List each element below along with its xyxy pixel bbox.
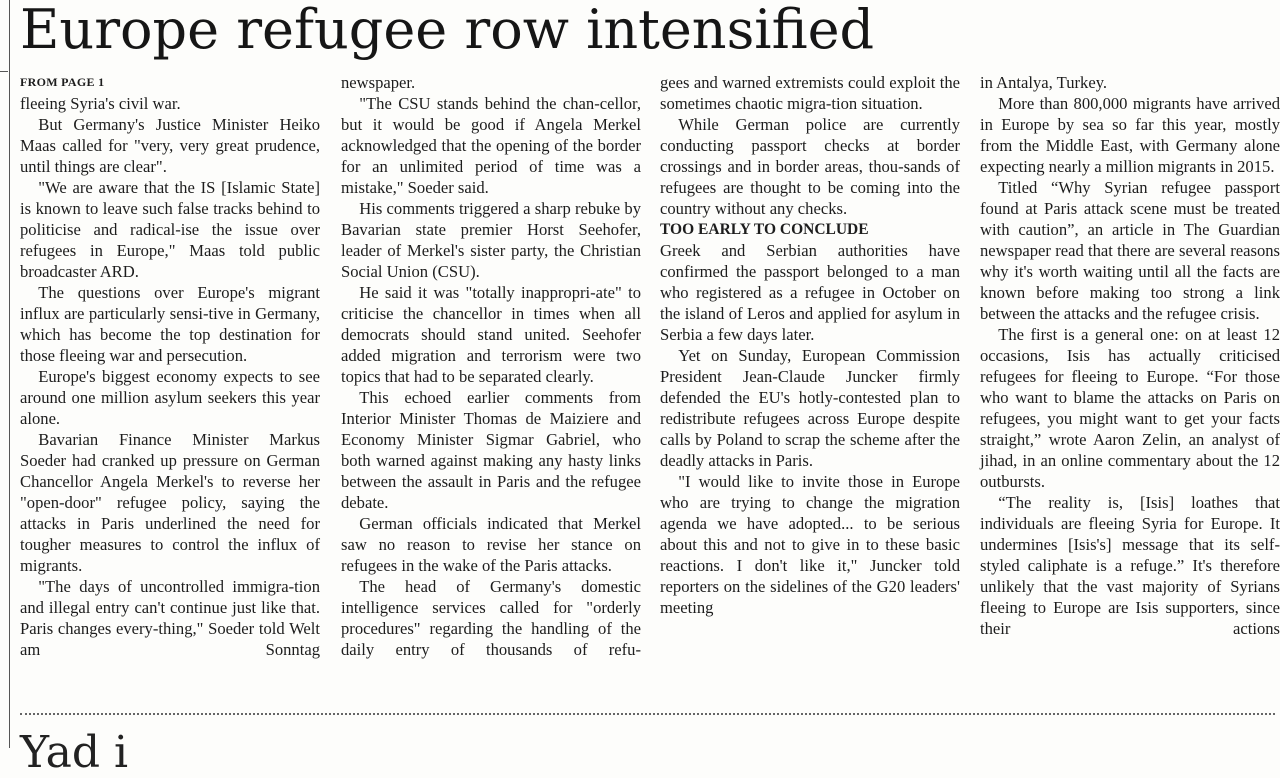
paragraph: "I would like to invite those in Europe who are trying to change the migration agenda we have adopted... to be serious about this and not to give in to these basic reactions. I don't like it," Juncker told reporters on the sidelines of the G20 leaders' meeting (660, 472, 960, 617)
paragraph: Greek and Serbian authorities have confirmed the passport belonged to a man who registered as a refugee in October on the island of Leros and applied for asylum in Serbia a few days later. (660, 241, 960, 344)
paragraph: newspaper. (341, 73, 416, 92)
paragraph: "The days of uncontrolled immigra-tion and illegal entry can't continue just like that. Paris changes every-thing," Soeder told Welt am Sonntag (20, 577, 320, 659)
column-4 (980, 72, 1280, 639)
margin-tick (0, 71, 8, 72)
paragraph: Bavarian Finance Minister Markus Soeder had cranked up pressure on German Chancellor Angela Merkel's to reverse her "open-door" refugee policy, saying the attacks in Paris underlined the need for tougher measures to control the influx of migrants. (20, 430, 320, 575)
column-2 (341, 72, 641, 660)
subhead: TOO EARLY TO CONCLUDE (660, 221, 869, 238)
next-article-headline: Yad i (20, 727, 129, 778)
paragraph: The questions over Europe's migrant influx are particularly sensi-tive in Germany, which has become the top destination for those fleeing war and persecution. (20, 283, 320, 365)
paragraph: The head of Germany's domestic intelligence services called for "orderly procedures" regarding the handling of the daily entry of thousands of refu- (341, 577, 641, 659)
paragraph: German officials indicated that Merkel saw no reason to revise her stance on refugees in the wake of the Paris attacks. (341, 514, 641, 575)
paragraph: fleeing Syria's civil war. (20, 94, 181, 113)
paragraph: His comments triggered a sharp rebuke by Bavarian state premier Horst Seehofer, leader of Merkel's sister party, the Christian Social Union (CSU). (341, 199, 641, 281)
paragraph: gees and warned extremists could exploit the sometimes chaotic migra-tion situation. (660, 73, 960, 113)
paragraph: But Germany's Justice Minister Heiko Maas called for "very, very great prudence, until things are clear". (20, 115, 320, 176)
paragraph: "We are aware that the IS [Islamic State] is known to leave such false tracks behind to politicise and radical-ise the issue over refugees in Europe," Maas told public broadcaster ARD. (20, 178, 320, 281)
paragraph: in Antalya, Turkey. (980, 73, 1108, 92)
paragraph: “The reality is, [Isis] loathes that individuals are fleeing Syria for Europe. It undermines [Isis's] message that its self-styled caliphate is a refuge.” It's therefore unlikely that the vast majority of Syrians fleeing to Europe are Isis supporters, since their actions (980, 493, 1280, 638)
headline: Europe refugee row intensified (20, 0, 875, 61)
paragraph: This echoed earlier comments from Interior Minister Thomas de Maiziere and Economy Minister Sigmar Gabriel, who both warned against making any hasty links between the assault in Paris and the refugee debate. (341, 388, 641, 512)
paragraph: While German police are currently conducting passport checks at border crossings and in border areas, thou-sands of refugees are thought to be coming into the country without any checks. (660, 115, 960, 218)
column-rule (9, 0, 10, 748)
section-divider (20, 713, 1275, 715)
paragraph: The first is a general one: on at least 12 occasions, Isis has actually criticised refugees for fleeing to Europe. “For those who want to blame the attacks on Paris on refugees, you might want to get your facts straight,” wrote Aaron Zelin, an analyst of jihad, in an online commentary about the 12 outbursts. (980, 325, 1280, 491)
paragraph: Europe's biggest economy expects to see around one million asylum seekers this year alone. (20, 367, 320, 428)
kicker: FROM PAGE 1 (20, 75, 105, 89)
column-1 (20, 72, 320, 660)
paragraph: Titled “Why Syrian refugee passport found at Paris attack scene must be treated with caution”, an article in The Guardian newspaper read that there are several reasons why it's worth waiting until all the facts are known before making too strong a link between the attacks and the refugee crisis. (980, 178, 1280, 323)
column-3 (660, 72, 960, 618)
paragraph: "The CSU stands behind the chan-cellor, but it would be good if Angela Merkel acknowledged that the opening of the border for an unlimited period of time was a mistake," Soeder said. (341, 94, 641, 197)
paragraph: He said it was "totally inappropri-ate" to criticise the chancellor in times when all democrats should stand united. Seehofer added migration and terrorism were two topics that had to be separated clearly. (341, 283, 641, 386)
paragraph: More than 800,000 migrants have arrived in Europe by sea so far this year, mostly from the Middle East, with Germany alone expecting nearly a million migrants in 2015. (980, 94, 1280, 176)
paragraph: Yet on Sunday, European Commission President Jean-Claude Juncker firmly defended the EU's hotly-contested plan to redistribute refugees across Europe despite calls by Poland to scrap the scheme after the deadly attacks in Paris. (660, 346, 960, 470)
